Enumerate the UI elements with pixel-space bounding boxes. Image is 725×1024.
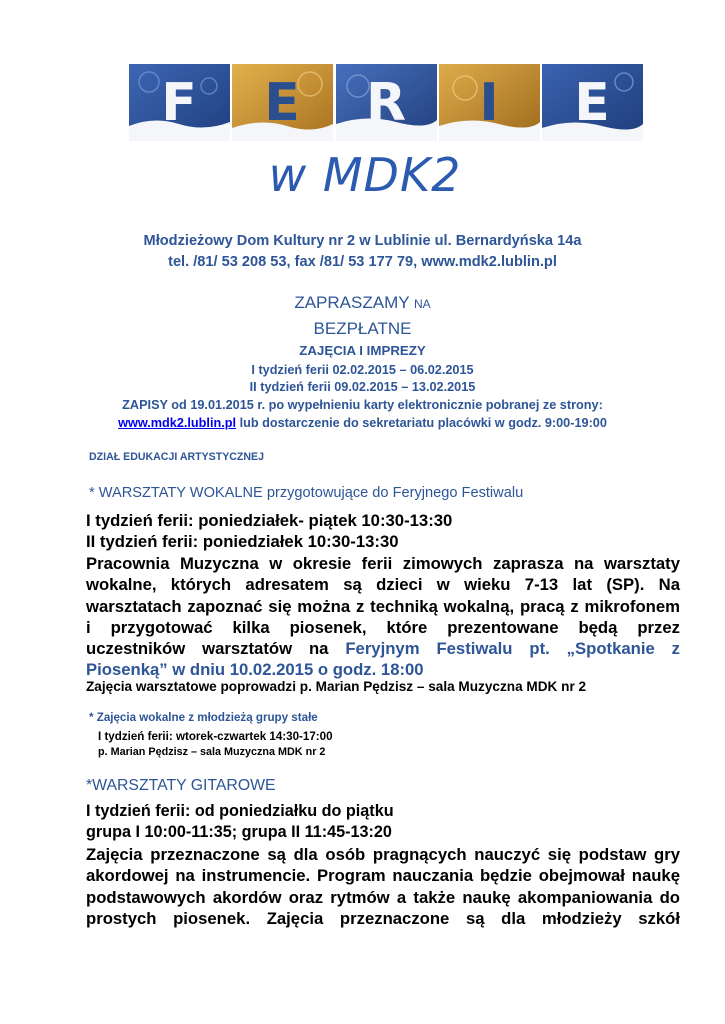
guitar-workshop-title: *WARSZTATY GITAROWE [86, 777, 276, 794]
guitar-schedule-groups: grupa I 10:00-11:35; grupa II 11:45-13:20 [86, 823, 392, 841]
vocal-workshop-title [89, 485, 523, 501]
zajecia-heading: ZAJĘCIA I IMPREZY [299, 343, 426, 358]
mdk2-website-link[interactable]: www.mdk2.lublin.pl [118, 416, 237, 430]
na-text: NA [414, 297, 431, 311]
youth-schedule: I tydzień ferii: wtorek-czwartek 14:30-17:00 [98, 730, 333, 743]
logo-tile-f [129, 64, 230, 141]
zapraszamy-text: ZAPRASZAMY [294, 293, 410, 312]
vocal-title-rest: przygotowujące do Feryjnego Festiwalu [262, 485, 524, 501]
bezplatne-heading: BEZPŁATNE [313, 319, 412, 338]
vocal-description [86, 553, 680, 681]
vocal-schedule-week1: I tydzień ferii: poniedziałek- piątek 10:30-13:30 [86, 511, 453, 530]
vocal-desc-line: warsztatach zapoznać się można z techniką wokalną, pracą z mikrofonem [86, 596, 680, 616]
logo-tile-e2 [542, 64, 643, 141]
guitar-schedule-days: I tydzień ferii: od poniedziałku do piątku [86, 802, 394, 820]
logo-tile-i [439, 64, 540, 141]
department-heading: DZIAŁ EDUKACJI ARTYSTYCZNEJ [89, 451, 265, 463]
vocal-desc-line-festival [86, 638, 680, 659]
vocal-desc-line: wokalne, których adresatem są dzieci w wieku 7-13 lat (SP). Na [86, 575, 680, 595]
vocal-title-caps: * WARSZTATY WOKALNE [89, 485, 263, 501]
address-line: Młodzieżowy Dom Kultury nr 2 w Lublinie ul. Bernardyńska 14a [143, 233, 582, 249]
zapisy-line2-text: lub dostarczenie do sekretariatu placówki w godz. 9:00-19:00 [236, 416, 607, 430]
festival-name: Feryjnym Festiwalu pt. „Spotkanie z [345, 639, 680, 659]
festival-date: Piosenką” w dniu 10.02.2015 o godz. 18:00 [86, 660, 424, 680]
week1-dates: I tydzień ferii 02.02.2015 – 06.02.2015 [251, 363, 474, 377]
guitar-desc-line: podstawowych akordów oraz rytmów a także naukę akompaniowania do [86, 887, 680, 907]
guitar-desc-line: Zajęcia przeznaczone są dla osób pragnących nauczyć się podstaw gry [86, 845, 680, 864]
zapisy-line2 [0, 416, 725, 430]
youth-vocal-title: * Zajęcia wokalne z młodzieżą grupy stałe [89, 711, 318, 724]
logo-letter: E [264, 73, 300, 133]
vocal-desc-participants: uczestników warsztatów na [86, 639, 346, 659]
guitar-desc-line: akordowej na instrumencie. Program nauczania będzie obejmował naukę [86, 866, 680, 886]
vocal-desc-line: Pracownia Muzyczna w okresie ferii zimowych zaprasza na warsztaty [86, 554, 680, 573]
zapisy-text: ZAPISY od 19.01.2015 r. po wypełnieniu karty elektronicznie pobranej ze strony: [122, 398, 603, 412]
logo-letter: I [479, 73, 499, 133]
logo-letter: E [574, 73, 610, 133]
guitar-description [86, 844, 680, 929]
vocal-leader: Zajęcia warsztatowe poprowadzi p. Marian Pędzisz – sala Muzyczna MDK nr 2 [86, 679, 587, 694]
logo-letter: R [365, 73, 407, 133]
logo-letter: F [161, 73, 197, 133]
logo-subtitle: w MDK2 [268, 148, 462, 202]
invite-heading [0, 293, 725, 313]
logo-tile-r [336, 64, 437, 141]
contact-line: tel. /81/ 53 208 53, fax /81/ 53 177 79, www.mdk2.lublin.pl [168, 254, 557, 270]
guitar-desc-line: prostych piosenek. Zajęcia przeznaczone są dla młodzieży szkół [86, 908, 680, 928]
youth-leader: p. Marian Pędzisz – sala Muzyczna MDK nr 2 [98, 746, 326, 758]
week2-dates: II tydzień ferii 09.02.2015 – 13.02.2015 [249, 380, 476, 394]
logo-tile-e1 [232, 64, 333, 141]
vocal-desc-line: i przygotować kilka piosenek, które prezentowane będą przez [86, 617, 680, 637]
vocal-schedule-week2: II tydzień ferii: poniedziałek 10:30-13:30 [86, 532, 399, 551]
